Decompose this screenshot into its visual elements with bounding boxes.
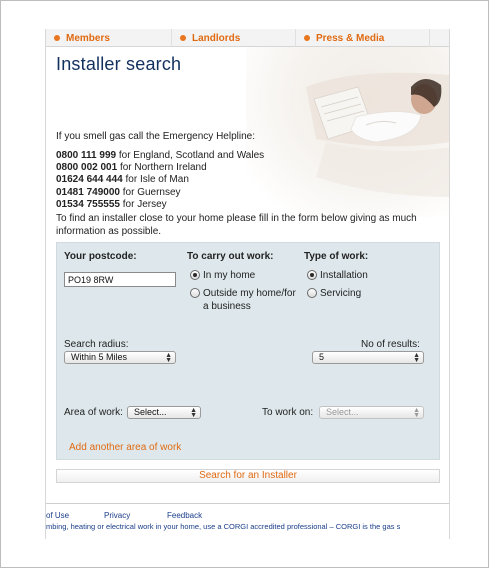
helpline-number: 0800 002 001 bbox=[56, 162, 118, 174]
helpline-item bbox=[56, 150, 264, 162]
nav-tab-label: Press & Media bbox=[316, 32, 385, 44]
helpline-number: 01481 749000 bbox=[56, 186, 120, 198]
form-instructions: To find an installer close to your home please fill in the form below giving as much information as possible. bbox=[56, 213, 417, 237]
helpline-region: for Northern Ireland bbox=[119, 162, 207, 174]
helpline-number: 01624 644 444 bbox=[56, 174, 123, 186]
postcode-label: Your postcode: bbox=[64, 251, 137, 262]
nav-tab-label: Landlords bbox=[192, 32, 241, 44]
footer-divider bbox=[46, 503, 450, 504]
bullet-icon bbox=[304, 35, 310, 41]
results-count-select[interactable] bbox=[312, 351, 424, 364]
emergency-intro: If you smell gas call the Emergency Helpline: bbox=[56, 131, 255, 142]
work-on-value: Select... bbox=[326, 407, 359, 417]
helpline-region: for Isle of Man bbox=[125, 174, 189, 186]
hero-photo bbox=[246, 47, 450, 217]
nav-tab-members[interactable] bbox=[46, 29, 172, 47]
search-radius-value: Within 5 Miles bbox=[71, 352, 128, 362]
results-count-value: 5 bbox=[319, 352, 325, 362]
select-arrows-icon: ▲ ▼ bbox=[190, 407, 197, 419]
select-arrows-icon: ▲ ▼ bbox=[413, 407, 420, 419]
helpline-item bbox=[56, 187, 264, 199]
radio-outside-my-home[interactable] bbox=[190, 288, 200, 298]
radio-outside-my-home-label: Outside my home/for a business bbox=[203, 288, 296, 312]
radio-in-my-home[interactable] bbox=[190, 270, 200, 280]
helpline-item bbox=[56, 162, 264, 174]
helpline-item bbox=[56, 174, 264, 186]
postcode-input[interactable] bbox=[64, 272, 176, 287]
page bbox=[45, 29, 450, 539]
add-area-link[interactable]: Add another area of work bbox=[69, 442, 182, 453]
helpline-region: for Jersey bbox=[122, 198, 167, 210]
top-nav bbox=[46, 29, 450, 47]
helpline-region: for Guernsey bbox=[122, 186, 181, 198]
helpline-number: 0800 111 999 bbox=[56, 150, 117, 161]
area-of-work-select[interactable] bbox=[127, 406, 201, 419]
page-title: Installer search bbox=[56, 54, 182, 74]
search-radius-select[interactable] bbox=[64, 351, 176, 364]
helpline-item bbox=[56, 199, 264, 211]
work-on-select[interactable] bbox=[319, 406, 424, 419]
area-of-work-label: Area of work: bbox=[64, 407, 123, 418]
radio-in-my-home-label: In my home bbox=[203, 270, 256, 281]
footer-link-terms[interactable]: of Use bbox=[46, 511, 70, 520]
nav-tab-press-media[interactable] bbox=[296, 29, 430, 47]
search-installer-button[interactable]: Search for an Installer bbox=[56, 469, 440, 483]
footer-tagline: mbing, heating or electrical work in your home, use a CORGI accredited professional – CORGI is the gas s bbox=[46, 522, 401, 531]
select-arrows-icon: ▲ ▼ bbox=[413, 352, 420, 364]
work-on-label: To work on: bbox=[262, 407, 314, 418]
helpline-region: for England, Scotland and Wales bbox=[118, 150, 265, 161]
bullet-icon bbox=[54, 35, 60, 41]
nav-tab-label: Members bbox=[66, 32, 110, 44]
carry-out-work-label: To carry out work: bbox=[187, 251, 274, 262]
helpline-list bbox=[56, 150, 264, 211]
search-radius-label: Search radius: bbox=[64, 339, 129, 350]
radio-servicing[interactable] bbox=[307, 288, 317, 298]
nav-tab-landlords[interactable] bbox=[172, 29, 296, 47]
area-of-work-value: Select... bbox=[134, 407, 167, 417]
helpline-number: 01534 755555 bbox=[56, 198, 120, 210]
footer-link-privacy[interactable]: Privacy bbox=[104, 511, 131, 520]
installer-search-form bbox=[56, 242, 440, 460]
footer-link-feedback[interactable]: Feedback bbox=[167, 511, 203, 520]
type-of-work-label: Type of work: bbox=[304, 251, 369, 262]
results-count-label: No of results: bbox=[361, 339, 420, 350]
radio-servicing-label: Servicing bbox=[320, 288, 362, 299]
bullet-icon bbox=[180, 35, 186, 41]
radio-installation-label: Installation bbox=[320, 270, 368, 281]
radio-installation[interactable] bbox=[307, 270, 317, 280]
select-arrows-icon: ▲ ▼ bbox=[165, 352, 172, 364]
